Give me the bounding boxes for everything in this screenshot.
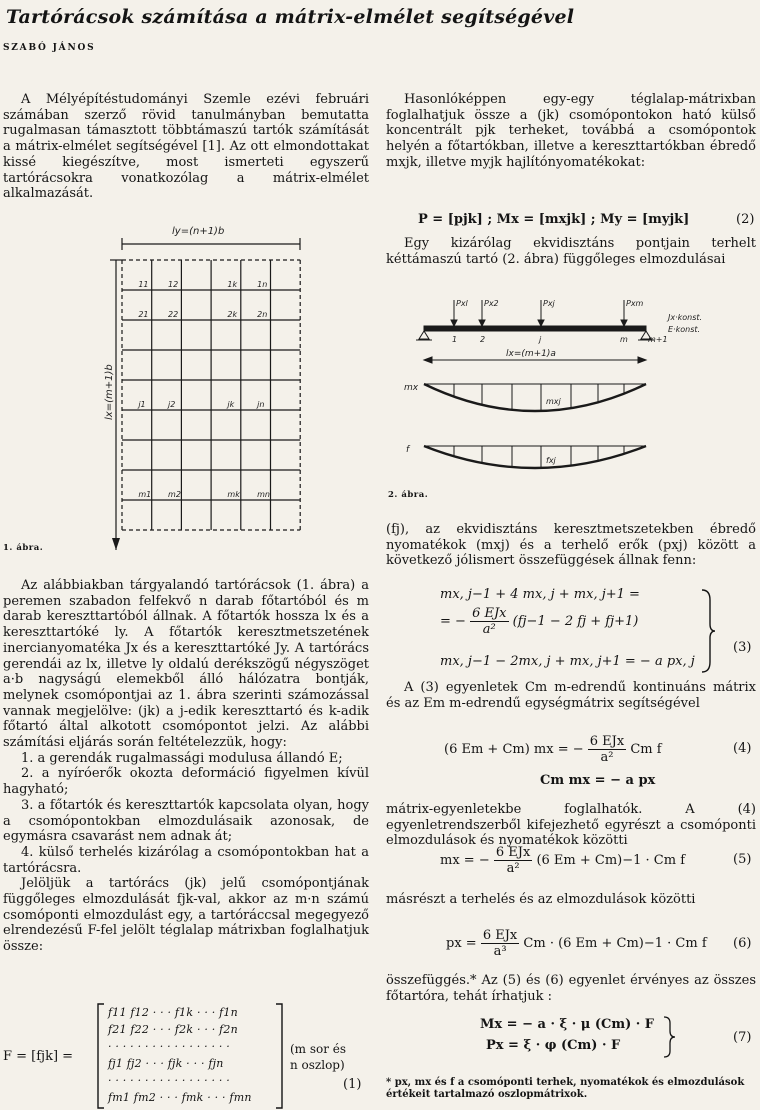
fig1-node-label: 2k	[227, 310, 238, 319]
matrix-row-3: · · · · · · · · · · · · · · · · ·	[108, 1040, 230, 1053]
fig1-node-label: jn	[257, 400, 265, 409]
fig2-node-j: j	[539, 335, 542, 344]
main-text-block	[3, 578, 369, 955]
fig2-load-2: Px2	[484, 299, 499, 308]
fig1-node-label: m2	[168, 490, 181, 499]
equation-5-numerator: 6 EJx	[495, 845, 531, 860]
equation-1-number: (1)	[343, 1077, 362, 1092]
right-paragraph-1: Hasonlóképpen egy-egy téglalap-mátrixban foglalhatjuk össze a (jk) csomópontokon ható külső koncentrált pjk terheket, továbbá a csomópontok helyén a főtartókban, illetve a kereszttartókban ébredő mxjk, illetve myjk hajlítónyomatékokat:	[386, 92, 756, 170]
matrix-row-6: fm1 fm2 · · · fmk · · · fmn	[108, 1091, 252, 1104]
matrix-row-5: · · · · · · · · · · · · · · · · ·	[108, 1074, 230, 1087]
fig1-node-label: 12	[168, 280, 179, 289]
equation-6-lhs: px =	[446, 936, 477, 951]
fig1-node-label: m1	[138, 490, 152, 499]
equation-4b: Cm mx = − a px	[540, 773, 656, 788]
intro-paragraph-block	[3, 92, 369, 202]
jeloljuk-paragraph: Jelöljük a tartórács (jk) jelű csomópontjának függőleges elmozdulását fjk-val, akkor az m·n számú csomóponti elmozdulást egy, a tartóráccsal megegyező elrendezésű F-fel jelölt téglalap mátrixban foglalhatjuk össze:	[3, 876, 369, 955]
fig2-load-m: Pxm	[626, 299, 644, 308]
fig2-dimension: lx=(m+1)a	[506, 349, 556, 359]
equation-6-number: (6)	[733, 936, 752, 951]
fig1-node-label: j1	[138, 400, 146, 409]
fig2-mxj-label: mxj	[546, 397, 561, 406]
equation-7a: Mx = − a · ξ · μ (Cm) · F	[480, 1017, 655, 1032]
fig2-const-2: E·konst.	[668, 325, 701, 334]
fig2-fxj-label: fxj	[546, 456, 556, 465]
equation-6-numerator: 6 EJx	[482, 928, 518, 943]
intro-paragraph: A Mélyépítéstudományi Szemle ezévi februári számában szerző rövid tanulmányban bemutatta rugalmasan támasztott többtámaszú tartók számítását a mátrix-elmélet segítségével [1]. Az ott elmondottakat kissé kiegészítve, most ismerteti egyszerű tartórácsokra vonatkozólag a mátrix-elmélet alkalmazását.	[3, 92, 369, 202]
equation-5-number: (5)	[733, 852, 752, 867]
fig1-top-dimension: ly=(n+1)b	[172, 226, 225, 237]
fig1-node-label: 22	[168, 310, 179, 319]
equation-6-denominator: a³	[493, 944, 507, 959]
equation-7b: Px = ξ · φ (Cm) · F	[486, 1038, 621, 1053]
right-paragraph-3-block	[386, 522, 756, 569]
right-paragraph-2-block	[386, 236, 756, 267]
equation-3-difference: (fj−1 − 2 fj + fj+1)	[512, 614, 639, 629]
fig2-node-2: 2	[480, 335, 486, 344]
equation-4a-rhs: Cm f	[630, 742, 662, 757]
equation-4a-numerator: 6 EJx	[589, 734, 625, 749]
equation-3-line-1: mx, j−1 + 4 mx, j + mx, j+1 =	[440, 587, 640, 602]
equation-3-number: (3)	[733, 640, 752, 655]
fig1-node-label: j2	[168, 400, 176, 409]
right-paragraph-4-block	[386, 680, 756, 711]
fig1-node-label: mn	[257, 490, 271, 499]
fig1-node-label: 21	[138, 310, 149, 319]
equation-6-fraction	[481, 928, 519, 959]
equation-3-line-3: mx, j−1 − 2mx, j + mx, j+1 = − a px, j	[440, 654, 695, 669]
fig2-mx-label: mx	[404, 383, 419, 393]
fig1-node-label: 1k	[227, 280, 238, 289]
fig1-node-label: mk	[227, 490, 240, 499]
figure-1-grid-diagram	[0, 220, 370, 572]
equation-7-number: (7)	[733, 1030, 752, 1045]
equation-5-denominator: a²	[506, 861, 520, 876]
fig2-const-1: Jx·konst.	[668, 313, 703, 322]
equation-4a-fraction	[588, 734, 626, 765]
equation-3-fraction	[470, 606, 508, 637]
matrix-note-2: n oszlop)	[290, 1058, 345, 1072]
assumption-4: 4. külső terhelés kizárólag a csomópontokban hat a tartórácsra.	[3, 844, 369, 876]
right-paragraph-2: Egy kizárólag ekvidisztáns pontjain terhelt kéttámaszú tartó (2. ábra) függőleges elmozdulásai	[386, 236, 756, 267]
right-paragraph-5: mátrix-egyenletekbe foglalhatók. A (4) egyenletrendszerből kifejezhető egyrészt a csomóponti elmozdulások és nyomatékok közötti	[386, 802, 756, 849]
right-paragraph-4: A (3) egyenletek Cm m-edrendű kontinuáns mátrix és az Em m-edrendű egységmátrix segítségével	[386, 680, 756, 711]
fig2-load-j: Pxj	[543, 299, 555, 308]
main-paragraph: Az alábbiakban tárgyalandó tartórácsok (1. ábra) a peremen szabadon felfekvő n darab főtartóból és m darab kereszttartóból állnak. A főtartók hossza lx és a kereszttartóké ly. A főtartók keresztmetszetének inercianyomatéka Jx és a kereszttartóké Jy. A tartórács gerendái az lx, illetve ly oldalú derékszögű négyszöget a·b nagyságú elemekből álló hálózatra bontják, melynek csomópontjai az 1. ábra szerinti számozással vannak megjelölve: (jk) a j-edik kereszttartó és k-adik főtartó által alkotott csomópontot jelzi. Az alábbi számítási eljárás során feltételezzük, hogy:	[3, 578, 369, 751]
right-paragraph-3: (fj), az ekvidisztáns keresztmetszetekben ébredő nyomatékok (mxj) és a terhelő erők (pxj) között a következő jólismert összefüggések állnak fenn:	[386, 522, 756, 569]
right-paragraph-7-block	[386, 973, 756, 1004]
fig1-node-label: 11	[138, 280, 149, 289]
matrix-row-2: f21 f22 · · · f2k · · · f2n	[108, 1023, 238, 1036]
right-paragraph-7: összefüggés.* Az (5) és (6) egyenlet érvényes az összes főtartóra, tehát írhatjuk :	[386, 973, 756, 1004]
article-author: SZABÓ JÁNOS	[3, 43, 96, 53]
fig2-load-1: Pxl	[456, 299, 468, 308]
fig1-node-label: jk	[227, 400, 235, 409]
matrix-row-4: fj1 fj2 · · · fjk · · · fjn	[108, 1057, 224, 1070]
fig2-node-m1: m+1	[648, 335, 668, 344]
fig2-node-m: m	[620, 335, 628, 344]
equation-2-number: (2)	[736, 212, 755, 227]
assumption-3: 3. a főtartók és kereszttartók kapcsolata olyan, hogy a csomópontokban elmozdulásaik azonosak, de egymásra csavarást nem adnak át;	[3, 797, 369, 845]
fig1-node-label: 1n	[257, 280, 268, 289]
equation-5-fraction	[494, 845, 532, 876]
figure-2-beam-diagram	[386, 286, 756, 486]
right-paragraph-1-block	[386, 92, 756, 171]
right-paragraph-6: másrészt a terhelés és az elmozdulások közötti	[386, 892, 696, 907]
matrix-row-1: f11 f12 · · · f1k · · · f1n	[108, 1006, 238, 1019]
fig2-f-label: f	[406, 445, 410, 455]
right-paragraph-6-block	[386, 892, 756, 908]
figure-2-caption: 2. ábra.	[388, 490, 429, 500]
equation-7-brace	[662, 1015, 678, 1059]
fig1-node-label: 2n	[257, 310, 268, 319]
equation-4a-denominator: a²	[600, 750, 614, 765]
equation-6	[446, 928, 707, 959]
assumption-2: 2. a nyíróerők okozta deformáció figyelmen kívül hagyható;	[3, 766, 369, 798]
assumption-1: 1. a gerendák rugalmassági modulusa állandó E;	[21, 750, 343, 766]
right-paragraph-5-block	[386, 802, 756, 849]
equation-5-lhs: mx = −	[440, 853, 490, 868]
matrix-f-lhs: F = [fjk] =	[3, 1049, 74, 1064]
equation-6-rhs: Cm · (6 Em + Cm)−1 · Cm f	[523, 936, 707, 951]
equation-4-number: (4)	[733, 741, 752, 756]
equation-5-rhs: (6 Em + Cm)−1 · Cm f	[536, 853, 686, 868]
equation-3-brace	[700, 588, 716, 674]
fig2-node-1: 1	[452, 335, 458, 344]
equation-2: P = [pjk] ; Mx = [mxjk] ; My = [myjk]	[418, 212, 690, 227]
equation-3-fraction-denominator: a²	[482, 622, 496, 637]
equation-3-line-2	[440, 606, 638, 637]
article-title: Tartórácsok számítása a mátrix-elmélet segítségével	[6, 6, 575, 28]
figure-1-caption: 1. ábra.	[3, 543, 44, 553]
matrix-note-1: (m sor és	[290, 1042, 347, 1056]
equation-4a	[444, 734, 662, 765]
equation-5	[440, 845, 685, 876]
equation-3-fraction-numerator: 6 EJx	[472, 606, 507, 621]
fig1-side-dimension: lx=(m+1)b	[104, 364, 115, 420]
footnote: * px, mx és f a csomóponti terhek, nyomatékok és elmozdulások értékeit tartalmazó oszlopmátrixok.	[386, 1077, 745, 1100]
equation-4a-lhs: (6 Em + Cm) mx = −	[444, 742, 584, 757]
equation-3-minus: = −	[440, 614, 466, 629]
